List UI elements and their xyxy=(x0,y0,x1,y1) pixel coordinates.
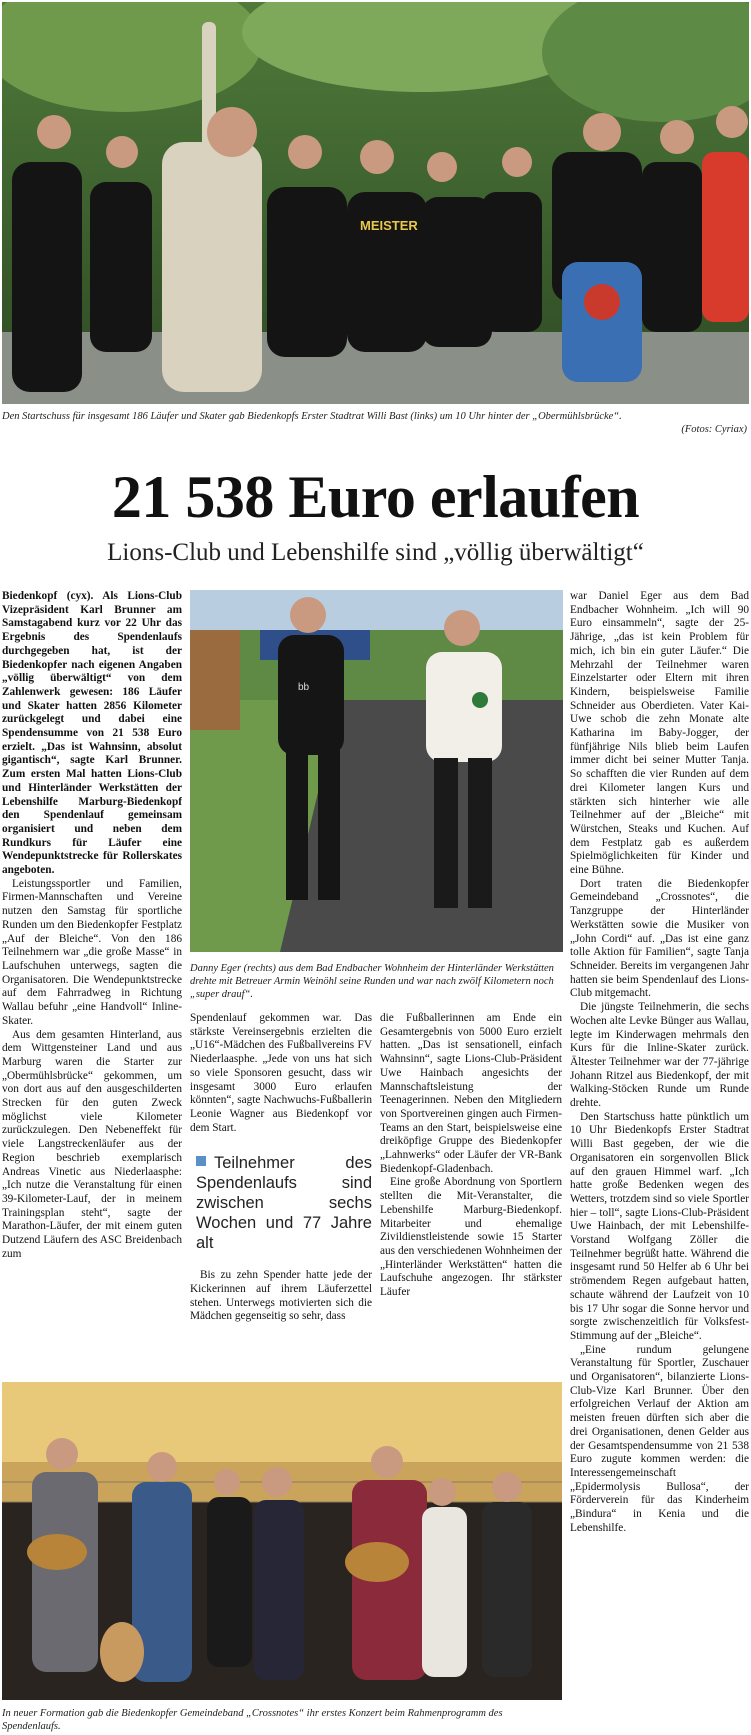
top-photo-caption xyxy=(2,410,747,436)
top-photo xyxy=(2,2,749,404)
band-photo-caption: In neuer Formation gab die Biedenkopfer Gemeindeband „Crossnotes“ ihr erstes Konzert beim Rahmenprogramm des Spendenlaufs. xyxy=(2,1708,503,1732)
paragraph: Aus dem gesamten Hinterland, aus dem Wittgensteiner Land und aus Marburg waren die Starter zur „Obermühlsbrücke“ gekommen, um von dort aus auf den ausgeschilderten Strecken für den guten Zweck möglichst viele Kilometer zurückzulegen. Den Nebeneffekt für viele Langstreckenläufer aus der Region beschrieb exemplarisch Andreas Vinetic aus Niederlaasphe: „Ich nutze die Veranstaltung für einen 39-Kilometer-Lauf, der in meinem Trainingsplan steht“, sagte der Marathon-Läufer, der mit einem guten Dutzend Läufern des ASC Breidenbach zum xyxy=(2,1028,182,1260)
paragraph: Eine große Abordnung von Sportlern stellten die Mit-Veranstalter, die Lebenshilfe Marburg-Biedenkopf. Mitarbeiter und ehemalige Zivildienstleistende sowie 15 Starter aus den verschiedenen Wohnheimen der „Hinterländer Werkstätten“ hatten die Laufschuhe angezogen. Ihr stärkster Läufer xyxy=(380,1176,562,1299)
headline: 21 538 Euro erlaufen xyxy=(111,464,640,530)
paragraph: Spendenlauf gekommen war. Das stärkste Vereinsergebnis erzielten die „U16“-Mädchen des Fußballvereins FV Niederlaasphe. „Jede von uns hat sich so viele Sponsoren gesucht, dass wir insgesamt 3000 Euro erlaufen könnten“, sagte Nachwuchs-Fußballerin Leonie Wagner aus Biedenkopf vor dem Start. xyxy=(190,1012,372,1134)
column-4 xyxy=(570,590,749,1735)
runner-photo-caption: Danny Eger (rechts) aus dem Bad Endbacher Wohnheim der Hinterländer Werkstätten drehte mit Betreuer Armin Weinöhl seine Runden und war nach zwölf Kilometern noch „super drauf“. xyxy=(190,963,554,1000)
column-1 xyxy=(2,590,182,1365)
shirt-text: MEISTER xyxy=(360,218,418,233)
caption-text: Den Startschuss für insgesamt 186 Läufer und Skater gab Biedenkopfs Erster Stadtrat Willi Bast (links) um 10 Uhr hinter der „Obermühlsbrücke“. xyxy=(2,411,622,422)
paragraph: Leistungssportler und Familien, Firmen-Mannschaften und Vereine nutzen den Samstag für sportliche Runden um den Biedenkopfer Festplatz „Auf der Bleiche“. Von den 186 Teilnehmern war „die große Masse“ in Laufschuhen unterwegs, sagten die Organisatoren. Die Wendepunktstrecke auf dem Fahrradweg in Richtung Wallau befuhr „eine Handvoll“ Inline-Skater. xyxy=(2,877,182,1027)
pull-quote-text: Teilnehmer des Spendenlaufs sind zwischen sechs Wochen und 77 Jahre alt xyxy=(196,1154,372,1253)
paragraph: Dort traten die Biedenkopfer Gemeindeband „Crossnotes“, die Tanzgruppe der Hinterländer Werkstätten sowie die Musiker von „John Cordi“ auf. „Das ist eine ganz tolle Aktion für Familien“, sagte Tanja Schneider. Bereits im vergangenen Jahr hatten sie beim Spendenlauf des Lions-Club mitgemacht. xyxy=(570,877,749,1000)
pull-quote-marker xyxy=(196,1156,206,1166)
paragraph: Die jüngste Teilnehmerin, die sechs Wochen alte Levke Bünger aus Wallau, legte im Kinderwagen mehrmals den Kurs für die Inline-Skater zurück. Ältester Teilnehmer war der 77-jährige Johann Ritzel aus Biedenkopf, der mit Walking-Stöcken Runde um Runde drehte. xyxy=(570,1001,749,1110)
pull-quote xyxy=(196,1153,372,1253)
paragraph: Bis zu zehn Spender hatte jede der Kickerinnen auf ihrem Läuferzettel stehen. Unterwegs motivierten sich die Mädchen gegenseitig so sehr, dass xyxy=(190,1269,372,1323)
runner-photo xyxy=(190,590,563,952)
band-photo xyxy=(2,1382,562,1700)
paragraph: war Daniel Eger aus dem Bad Endbacher Wohnheim. „Ich will 90 Euro einsammeln“, sagte der 25-Jährige, „das ist kein Problem für mich, ich bin ein guter Läufer.“ Die Mehrzahl der Teilnehmer waren Einzelstarter oder Eltern mit ihren Kindern, beispielsweise Familie Schneider aus Oberdieten. Vater Kai-Uwe schob die zehn Monate alte Katharina im Baby-Jogger, der fünfjährige Nils blieb beim Laufen immer dicht bei seiner Mutter Tanja. So schafften die vier Runden auf dem drei Kilometer langen Kurs und stärkten sich hinterher wie alle Teilnehmer auf der „Bleiche“ mit Würstchen, Steaks und Kuchen. Auf dem Festplatz gab es außerdem Spielmöglichkeiten für Kinder und eine Bühne. xyxy=(570,590,749,877)
subheadline: Lions-Club und Lebenshilfe sind „völlig überwältigt“ xyxy=(107,539,644,566)
column-3 xyxy=(380,1012,562,1372)
photo-credit: (Fotos: Cyriax) xyxy=(681,424,747,435)
paragraph: die Fußballerinnen am Ende ein Gesamtergebnis von 5000 Euro erzielt hatten. „Das ist sensationell, einfach Wahnsinn“, sagte Lions-Club-Präsident Uwe Hainbach angesichts der Mannschaftsleistung der Teenagerinnen. Neben den Mitgliedern von Sportvereinen gingen auch Firmen-Teams an den Start, beispielsweise eine dreiköpfige Gruppe des Biedenkopfer „Lahnwerks“ oder Läufer der VR-Bank Biedenkopf-Gladenbach. xyxy=(380,1012,562,1175)
lead-paragraph: Biedenkopf (cyx). Als Lions-Club Vizepräsident Karl Brunner am Samstagabend kurz vor 22 Uhr das Ergebnis des Spendenlaufs durchgegeben hat, ist der Biedenkopfer nach eigenen Angaben „völlig überwältigt“ von dem Zahlenwerk gewesen: 186 Läufer und Skater hatten 2856 Kilometer zurückgelegt und dabei eine Spendensumme von 21 538 Euro erzielt. „Das ist Wahnsinn, absolut gigantisch“, sagte Karl Brunner. Zum ersten Mal hatten Lions-Club und Hinterländer Werkstätten der Lebenshilfe Marburg-Biedenkopf den Spendenlauf gemeinsam organisiert und neben dem Rundkurs für Läufer eine Wendepunktstrecke für Rollerskates angeboten. xyxy=(2,590,182,877)
bib-text: bb xyxy=(298,682,310,693)
paragraph: Den Startschuss hatte pünktlich um 10 Uhr Biedenkopfs Erster Stadtrat Willi Bast gegeben, der wie die Organisatoren ein sorgenvollen Blick auf den grauen Himmel warf. „Ich hatte große Bedenken wegen des Wetters, trotzdem sind so viele Sportler hier – toll“, sagte Lions-Club-Präsident Uwe Hainbach, der mit Lebenshilfe-Vorstand Wolfgang Zöller die Teilnehmer begrüßt hatte. Während die insgesamt rund 50 Helfer ab 6 Uhr bei strömendem Regen aufgebaut hatten, schaute während der Laufzeit von 10 bis 17 Uhr sogar die Sonne hervor und sorgte zwischenzeitlich für Volksfest-Stimmung auf der „Bleiche“. xyxy=(570,1110,749,1342)
paragraph: „Eine rundum gelungene Veranstaltung für Sportler, Zuschauer und Organisatoren“, bilanzierte Lions-Club-Vize Karl Brunner. Über den erfolgreichen Verlauf der Aktion am meisten freuen dürften sich aber die drei Organisationen, denen Gelder aus der Gesamtspendensumme von 21 538 Euro zugute kommen werden: die Interessengemeinschaft „Epidermolysis Bullosa“, der Förderverein für das Kinderheim „Bindura“ in Kenia und die Lebenshilfe. xyxy=(570,1343,749,1534)
column-2 xyxy=(190,1012,372,1372)
